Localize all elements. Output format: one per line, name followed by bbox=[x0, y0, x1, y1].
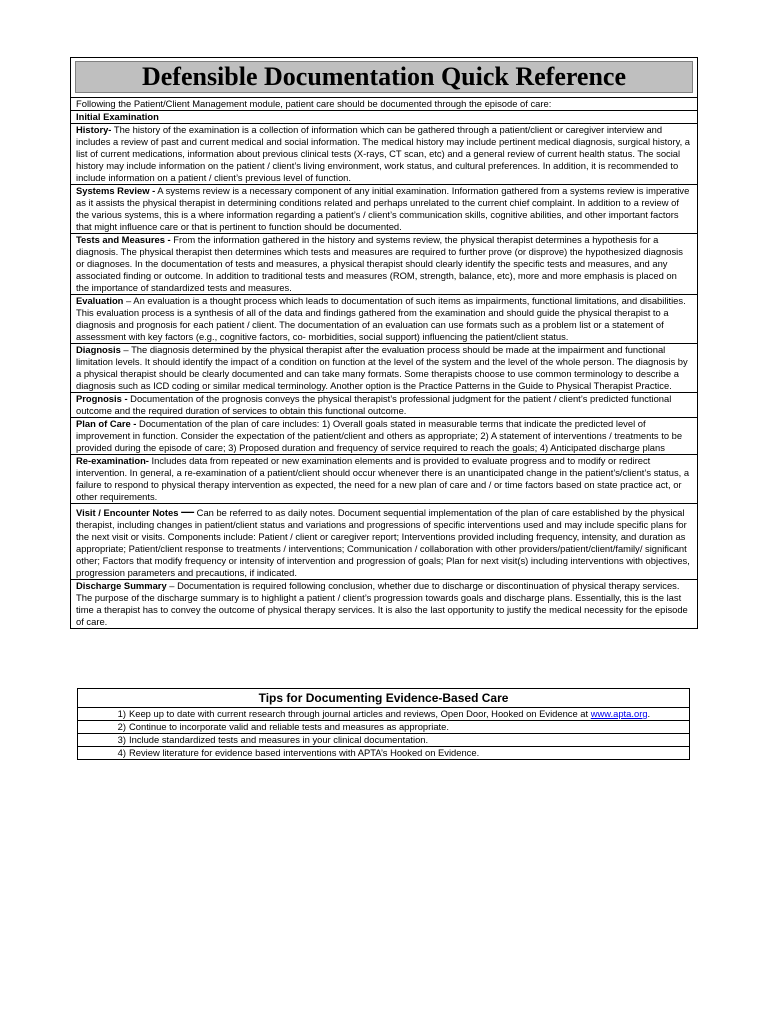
tip-number: 3) bbox=[117, 734, 126, 745]
visit-notes-dash: — bbox=[181, 504, 195, 519]
evaluation-row bbox=[71, 295, 697, 344]
evaluation-text: – An evaluation is a thought process which leads to documentation of such items as impairments, functional limitations, and disabilities. This evaluation process is a synthesis of all of the data and findings gathered from the examination and should guide the physical therapist to a diagnosis and prognosis for each patient / client. The documentation of an evaluation can use formats such as a problem list or a statement of assessment with key factors (e.g., cognitive factors, co- morbidities, social support) influencing the patient/client status. bbox=[76, 295, 686, 342]
tip-number: 1) bbox=[117, 708, 126, 719]
tip-text bbox=[128, 708, 650, 720]
systems-review-heading: Systems Review - bbox=[76, 185, 156, 196]
tests-measures-heading: Tests and Measures - bbox=[76, 234, 171, 245]
discharge-summary-row bbox=[71, 580, 697, 628]
visit-notes-row bbox=[71, 504, 697, 580]
systems-review-row bbox=[71, 185, 697, 234]
tip-text: Continue to incorporate valid and reliable tests and measures as appropriate. bbox=[129, 721, 449, 732]
prognosis-row bbox=[71, 393, 697, 418]
discharge-summary-heading: Discharge Summary bbox=[76, 580, 167, 591]
plan-of-care-row bbox=[71, 418, 697, 455]
prognosis-text: Documentation of the prognosis conveys the physical therapist’s professional judgment for the patient / client’s predicted functional outcome and the required duration of services to obtain this functional outcome. bbox=[76, 393, 672, 416]
tip-text: Review literature for evidence based interventions with APTA’s Hooked on Evidence. bbox=[129, 747, 480, 758]
re-examination-text: Includes data from repeated or new examination elements and is provided to evaluate progress and to modify or redirect intervention. In general, a re-examination of a patient/client should occur whenever there is an unanticipated change in the patient’s/client’s status, a failure to respond to physical therapy intervention as expected, the need for a new plan of care and / or time factors based on state practice act, or other requirements. bbox=[76, 455, 690, 502]
tip-item bbox=[78, 734, 689, 747]
tips-table bbox=[77, 688, 690, 760]
plan-of-care-heading: Plan of Care - bbox=[76, 418, 137, 429]
apta-link[interactable]: www.apta.org bbox=[590, 708, 648, 719]
tests-measures-text: From the information gathered in the history and systems review, the physical therapist determines a hypothesis for a diagnosis. The physical therapist then determines which tests and measures are required to further prove (or disprove) the hypothesized diagnosis or diagnoses. In the documentation of tests and measures, a physical therapist should clearly identify the specific tests and measures, and any associated finding or outcome. In addition to traditional tests and measures (ROM, strength, balance, etc), more and more emphasis is placed on the importance of standardized tests and measures. bbox=[76, 234, 683, 293]
tip-text-after: . bbox=[647, 708, 651, 719]
initial-examination-heading: Initial Examination bbox=[76, 111, 159, 122]
intro-text: Following the Patient/Client Management module, patient care should be documented through the episode of care: bbox=[76, 98, 552, 109]
tip-item bbox=[78, 708, 689, 721]
history-heading: History- bbox=[76, 124, 112, 135]
title-cell bbox=[71, 58, 697, 98]
intro-row bbox=[71, 98, 697, 111]
history-text: The history of the examination is a collection of information which can be gathered through a patient/client or caregiver interview and includes a review of past and current medical and social information. The medical history may include pertinent medical diagnosis, surgical history, a list of current medications, information about previous clinical tests (X-rays, CT scan, etc) and a general review of current health status. The social history may include information on the patient / client’s living environment, work status, and cultural preferences. In addition, it is recommended to include information on a patient / client’s previous level of function. bbox=[76, 124, 691, 183]
tests-measures-row bbox=[71, 234, 697, 295]
tip-number: 2) bbox=[117, 721, 126, 732]
tip-text-body: Keep up to date with current research through journal articles and reviews, Open Door, Hooked on Evidence at bbox=[129, 708, 591, 719]
diagnosis-heading: Diagnosis bbox=[76, 344, 121, 355]
tip-number: 4) bbox=[117, 747, 126, 758]
visit-notes-text: Can be referred to as daily notes. Document sequential implementation of the plan of care established by the physical therapist, including changes in patient/client status and variations and progressions of specific interventions used and may include specific plans for the next visit or visits. Components include: Patient / client or caregiver report; Interventions provided including frequency, intensity, and duration as appropriate; Patient/client response to treatments / interventions; Communication / collaboration with other providers/patient/client/family/ significant other; Factors that modify frequency or intensity of intervention and progression of goals; Plan for next visit(s) including interventions with objectives, progression parameters and precautions, if indicated. bbox=[76, 507, 690, 578]
quick-reference-table bbox=[70, 57, 698, 629]
tip-item bbox=[78, 747, 689, 759]
tips-heading: Tips for Documenting Evidence-Based Care bbox=[78, 689, 689, 708]
prognosis-heading: Prognosis - bbox=[76, 393, 128, 404]
page-title: Defensible Documentation Quick Reference bbox=[75, 61, 693, 93]
evaluation-heading: Evaluation bbox=[76, 295, 124, 306]
re-examination-heading: Re-examination- bbox=[76, 455, 149, 466]
plan-of-care-text: Documentation of the plan of care includes: 1) Overall goals stated in measurable terms that indicate the predicted level of improvement in function. Consider the expectation of the patient/client and others as appropriate; 2) A statement of interventions / treatments to be provided during the episode of care; 3) Proposed duration and frequency of service required to reach the goals; 4) Anticipated discharge plans bbox=[76, 418, 683, 453]
initial-examination-row bbox=[71, 111, 697, 124]
history-row bbox=[71, 124, 697, 185]
diagnosis-row bbox=[71, 344, 697, 393]
tip-text: Include standardized tests and measures in your clinical documentation. bbox=[129, 734, 429, 745]
tip-item bbox=[78, 721, 689, 734]
systems-review-text: A systems review is a necessary component of any initial examination. Information gathered from a systems review is imperative as it assists the physical therapist in determining conditions related and perhaps unrelated to the current chief complaint. In addition to a review of the various systems, this is a where information regarding a patient’s / client’s communication skills, cognitive abilities, and other important factors that might influence care or that is pertinent to function should be documented. bbox=[76, 185, 690, 232]
diagnosis-text: – The diagnosis determined by the physical therapist after the evaluation process should be made at the impairment and functional limitation levels. It should identify the impact of a condition on function at the level of the system and the level of the whole person. The diagnosis by a physical therapist should be clearly documented and can take many formats. Some therapists choose to use common terminology to describe a diagnosis such as ICD coding or similar medical terminology. Another option is the Practice Patterns in the Guide to Physical Therapist Practice. bbox=[76, 344, 688, 391]
re-examination-row bbox=[71, 455, 697, 504]
visit-notes-heading: Visit / Encounter Notes bbox=[76, 507, 179, 518]
discharge-summary-text: – Documentation is required following conclusion, whether due to discharge or discontinuation of physical therapy services. The purpose of the discharge summary is to highlight a patient / client’s progression towards goals and discharge plans. Essentially, this is the last time a therapist has to convey the outcome of physical therapy services. It is also the last opportunity to justify the medical necessity for the episode of care. bbox=[76, 580, 688, 627]
